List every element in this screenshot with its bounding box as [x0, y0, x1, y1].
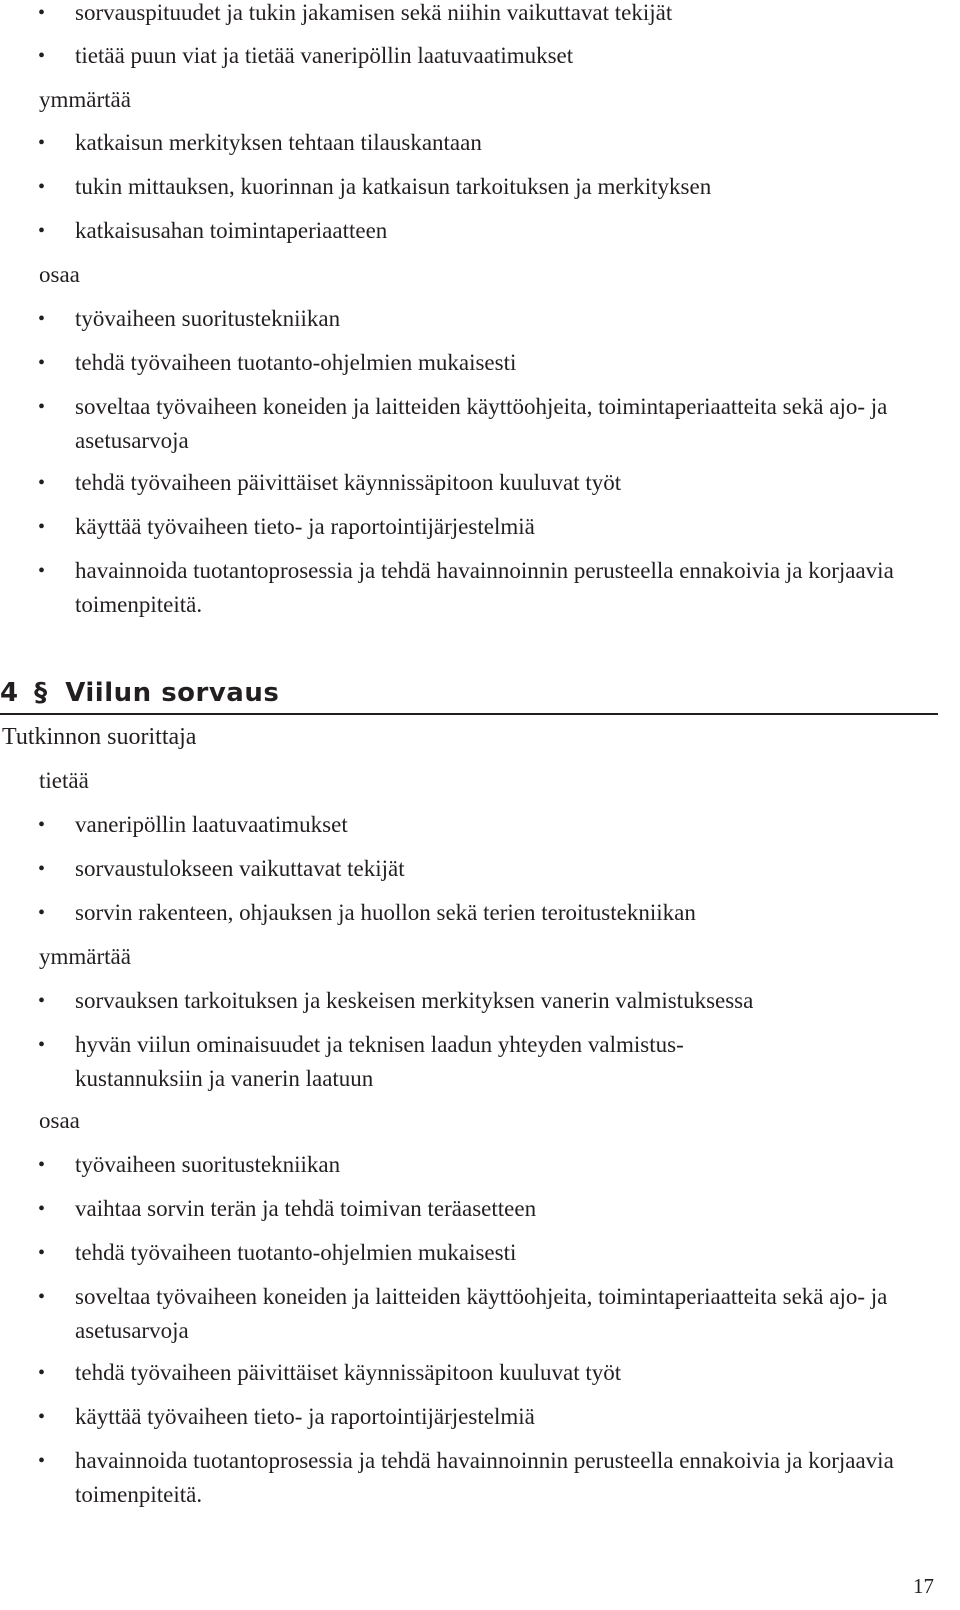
list-item	[0, 1400, 960, 1444]
list-item-text: käyttää työvaiheen tieto- ja raportointijärjestelmiä	[75, 1404, 535, 1429]
section-list-ymmartaa	[0, 984, 960, 1104]
bullet-icon: •	[38, 858, 46, 880]
list-item-text: havainnoida tuotantoprosessia ja tehdä havainnoinnin perusteella ennakoivia ja korjaavia toimenpiteitä.	[75, 1448, 894, 1507]
label-osaa: osaa	[39, 1108, 80, 1133]
bullet-icon: •	[38, 1450, 46, 1472]
list-item-text: sorvin rakenteen, ohjauksen ja huollon sekä terien teroitustekniikan	[75, 900, 696, 925]
list-item-text: vaneripöllin laatuvaatimukset	[75, 812, 348, 837]
section-list-osaa	[0, 1148, 960, 1520]
list-item-text: työvaiheen suoritustekniikan	[75, 306, 341, 331]
label-ymmartaa: ymmärtää	[39, 944, 131, 969]
list-item-text: havainnoida tuotantoprosessia ja tehdä havainnoinnin perusteella ennakoivia ja korjaavia toimenpiteitä.	[75, 558, 894, 617]
list-item-text: käyttää työvaiheen tieto- ja raportointijärjestelmiä	[75, 514, 535, 539]
list-item	[0, 0, 960, 39]
label-ymmartaa: ymmärtää	[39, 87, 131, 112]
section-symbol-icon: §	[34, 678, 48, 708]
list-item-text: soveltaa työvaiheen koneiden ja laitteiden käyttöohjeita, toimintaperiaatteita sekä ajo- ja asetusarvoja	[75, 394, 888, 453]
bullet-icon: •	[38, 560, 46, 582]
list-item	[0, 1192, 960, 1236]
label-tietaa: tietää	[39, 768, 89, 793]
list-item-text: katkaisun merkityksen tehtaan tilauskantaan	[75, 130, 482, 155]
bullet-icon: •	[38, 2, 46, 24]
list-item	[0, 390, 960, 466]
section-number: 4	[0, 678, 19, 708]
top-list-c	[0, 302, 960, 630]
bullet-icon: •	[38, 1154, 46, 1176]
top-list-b	[0, 126, 960, 258]
bullet-icon: •	[38, 132, 46, 154]
list-item-text: tehdä työvaiheen päivittäiset käynnissäpitoon kuuluvat työt	[75, 1360, 622, 1385]
list-item	[0, 1356, 960, 1400]
bullet-icon: •	[38, 396, 46, 418]
bullet-icon: •	[38, 1198, 46, 1220]
section-title: Viilun sorvaus	[65, 678, 280, 708]
list-item-text: vaihtaa sorvin terän ja tehdä toimivan teräasetteen	[75, 1196, 537, 1221]
bullet-icon: •	[38, 176, 46, 198]
list-item	[0, 214, 960, 258]
list-item-text: soveltaa työvaiheen koneiden ja laitteiden käyttöohjeita, toimintaperiaatteita sekä ajo- ja asetusarvoja	[75, 1284, 888, 1343]
list-item	[0, 302, 960, 346]
list-item	[0, 126, 960, 170]
list-item	[0, 1148, 960, 1192]
page-number: 17	[913, 1574, 934, 1598]
list-item-text: hyvän viilun ominaisuudet ja teknisen laadun yhteyden valmistus-kustannuksiin ja vanerin laatuun	[75, 1032, 684, 1091]
list-item-text: tehdä työvaiheen tuotanto-ohjelmien mukaisesti	[75, 350, 517, 375]
list-item-text: tukin mittauksen, kuorinnan ja katkaisun tarkoituksen ja merkityksen	[75, 174, 712, 199]
section-list-tietaa	[0, 808, 960, 940]
bullet-icon: •	[38, 1034, 46, 1056]
list-item	[0, 896, 960, 940]
list-item	[0, 1028, 960, 1104]
bullet-icon: •	[38, 45, 46, 67]
list-item	[0, 554, 960, 630]
list-item-text: tietää puun viat ja tietää vaneripöllin laatuvaatimukset	[75, 43, 574, 68]
list-item	[0, 808, 960, 852]
top-list-a	[0, 0, 960, 82]
list-item	[0, 466, 960, 510]
bullet-icon: •	[38, 308, 46, 330]
list-item	[0, 1236, 960, 1280]
bullet-icon: •	[38, 220, 46, 242]
section-heading	[0, 677, 938, 715]
list-item-text: sorvauspituudet ja tukin jakamisen sekä niihin vaikuttavat tekijät	[75, 0, 673, 25]
list-item-text: katkaisusahan toimintaperiaatteen	[75, 218, 388, 243]
bullet-icon: •	[38, 516, 46, 538]
bullet-icon: •	[38, 352, 46, 374]
list-item	[0, 170, 960, 214]
bullet-icon: •	[38, 990, 46, 1012]
list-item	[0, 1444, 960, 1520]
list-item	[0, 510, 960, 554]
bullet-icon: •	[38, 1406, 46, 1428]
bullet-icon: •	[38, 472, 46, 494]
list-item	[0, 346, 960, 390]
bullet-icon: •	[38, 1362, 46, 1384]
section-subtitle: Tutkinnon suorittaja	[2, 724, 197, 750]
list-item	[0, 852, 960, 896]
list-item-text: sorvaustulokseen vaikuttavat tekijät	[75, 856, 405, 881]
list-item	[0, 984, 960, 1028]
bullet-icon: •	[38, 1286, 46, 1308]
list-item	[0, 1280, 960, 1356]
list-item	[0, 39, 960, 82]
bullet-icon: •	[38, 814, 46, 836]
list-item-text: työvaiheen suoritustekniikan	[75, 1152, 341, 1177]
list-item-text: sorvauksen tarkoituksen ja keskeisen merkityksen vanerin valmistuksessa	[75, 988, 754, 1013]
label-osaa: osaa	[39, 262, 80, 287]
bullet-icon: •	[38, 1242, 46, 1264]
list-item-text: tehdä työvaiheen päivittäiset käynnissäpitoon kuuluvat työt	[75, 470, 622, 495]
list-item-text: tehdä työvaiheen tuotanto-ohjelmien mukaisesti	[75, 1240, 517, 1265]
bullet-icon: •	[38, 902, 46, 924]
